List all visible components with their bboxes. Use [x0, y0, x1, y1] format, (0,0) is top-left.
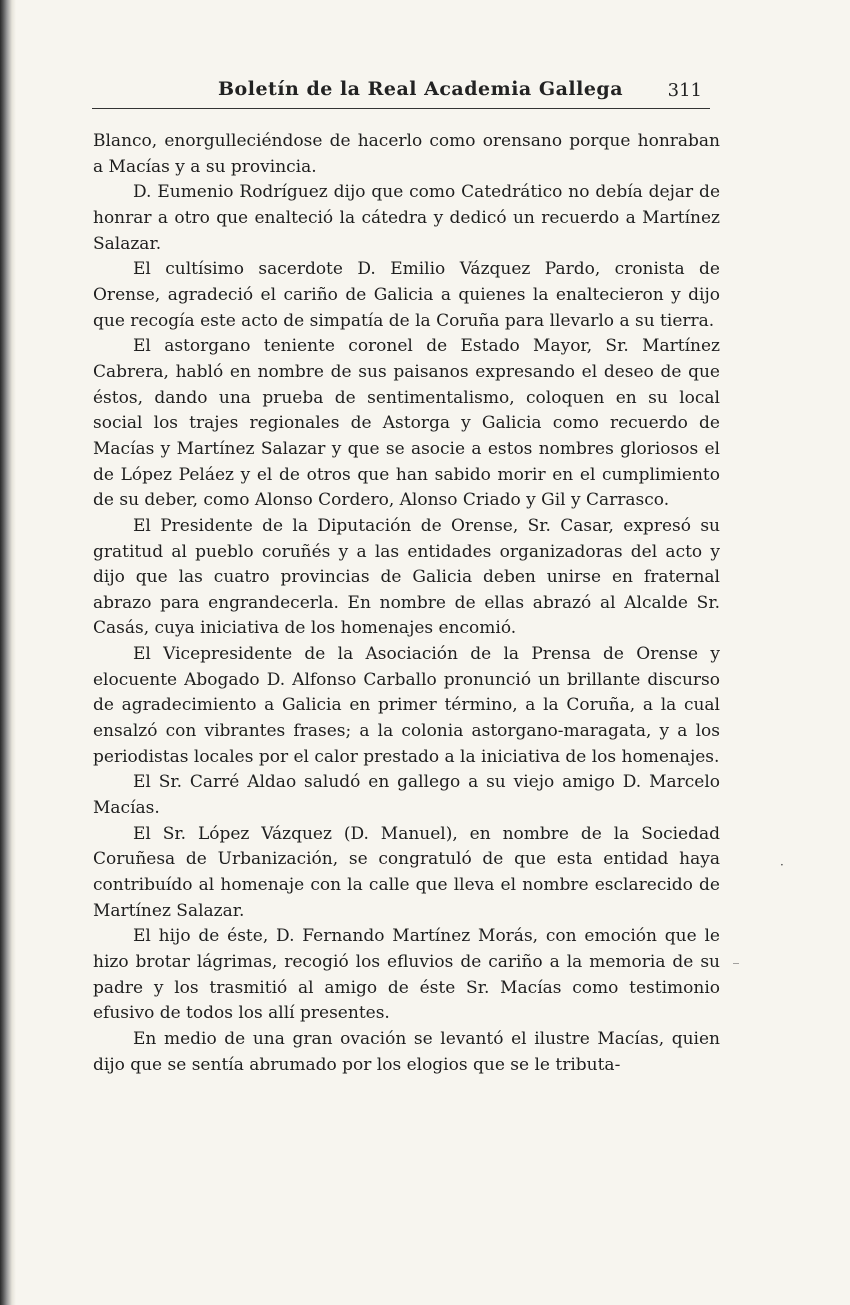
paragraph-10: En medio de una gran ovación se levantó el ilustre Macías, quien dijo que se sentía abrumado por los elogios que se le tributa-: [93, 1028, 720, 1075]
journal-title: Boletín de la Real Academia Gallega: [218, 78, 624, 100]
margin-mark: _: [733, 950, 739, 964]
paragraph-9: El hijo de éste, D. Fernando Martínez Morás, con emoción que le hizo brotar lágrimas, recogió los efluvios de cariño a la memoria de su padre y los trasmitió al amigo de éste Sr. Macías como testimonio efusivo de todos los allí presentes.: [93, 926, 720, 1024]
running-header: [92, 74, 710, 109]
paragraph-6: El Vicepresidente de la Asociación de la Prensa de Orense y elocuente Abogado D. Alfonso Carballo pronunció un brillante discurso de agradecimiento a Galicia en primer término, a la Coruña, a la cual ensalzó con vibrantes frases; a la colonia astorgano-maragata, y a los periodistas locales por el calor prestado a la iniciativa de los homenajes.: [93, 644, 720, 767]
paragraph-4: El astorgano teniente coronel de Estado Mayor, Sr. Martínez Cabrera, habló en nombre de sus paisanos expresando el deseo de que éstos, dando una prueba de sentimentalismo, coloquen en su local social los trajes regionales de Astorga y Galicia como recuerdo de Macías y Martínez Salazar y que se asocie a estos nombres gloriosos el de López Peláez y el de otros que han sabido morir en el cumplimiento de su deber, como Alonso Cordero, Alonso Criado y Gil y Carrasco.: [93, 336, 720, 511]
paragraph-5: El Presidente de la Diputación de Orense, Sr. Casar, expresó su gratitud al pueblo coruñés y a las entidades organizadoras del acto y dijo que las cuatro provincias de Galicia deben unirse en fraternal abrazo para engrandecerla. En nombre de ellas abrazó al Alcalde Sr. Casás, cuya iniciativa de los homenajes encomió.: [93, 515, 720, 639]
paragraph-2: D. Eumenio Rodríguez dijo que como Catedrático no debía dejar de honrar a otro que enalteció la cátedra y dedicó un recuerdo a Martínez Salazar.: [93, 182, 720, 254]
page-binding-edge: [0, 0, 16, 1305]
body-text: [93, 129, 720, 1078]
margin-dot: ·: [780, 858, 784, 872]
paragraph-1: Blanco, enorgulleciéndose de hacerlo como orensano porque honraban a Macías y a su provincia.: [93, 131, 720, 177]
paragraph-8: El Sr. López Vázquez (D. Manuel), en nombre de la Sociedad Coruñesa de Urbanización, se congratuló de que esta entidad haya contribuído al homenaje con la calle que lleva el nombre esclarecido de Martínez Salazar.: [93, 823, 720, 921]
paragraph-3: El cultísimo sacerdote D. Emilio Vázquez Pardo, cronista de Orense, agradeció el cariño de Galicia a quienes la enaltecieron y dijo que recogía este acto de simpatía de la Coruña para llevarlo a su tierra.: [93, 259, 720, 331]
paragraph-7: El Sr. Carré Aldao saludó en gallego a su viejo amigo D. Marcelo Macías.: [93, 772, 720, 819]
page-number: 311: [667, 80, 702, 101]
